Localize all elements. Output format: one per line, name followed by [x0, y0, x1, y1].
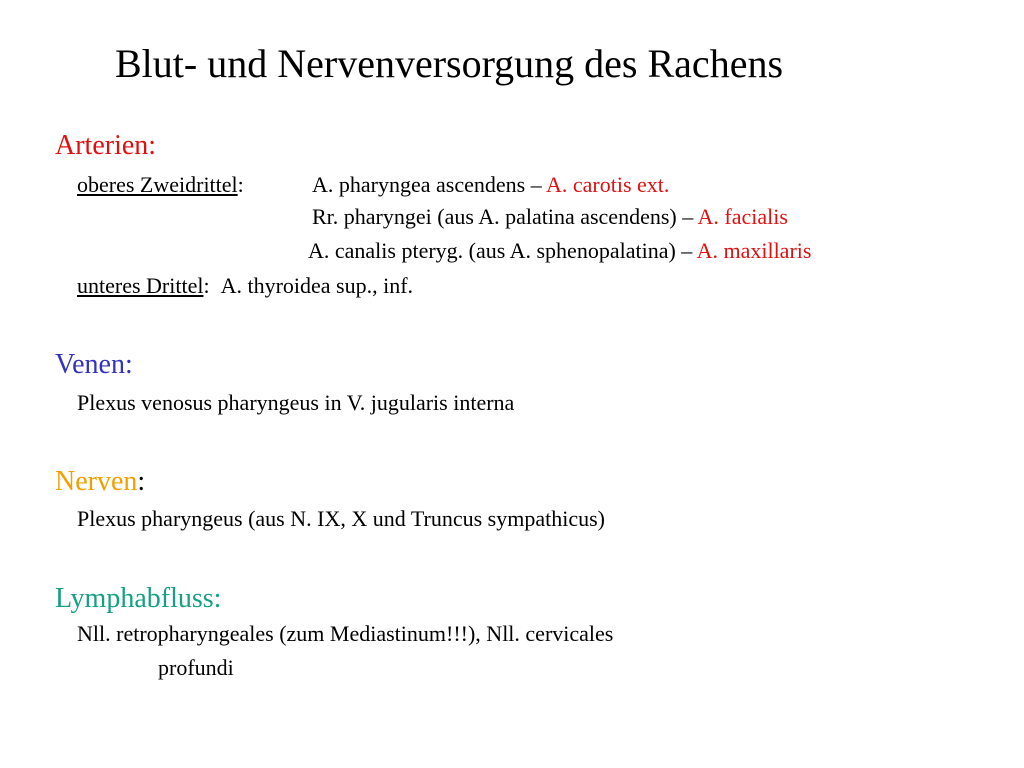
arterien-row-2-source: A. facialis	[697, 204, 788, 229]
arterien-row-3-vessel: A. canalis pteryg. (aus A. sphenopalatina) –	[308, 238, 697, 263]
lymph-text-line2: profundi	[158, 655, 234, 680]
arterien-row-1-source: A. carotis ext.	[545, 172, 670, 197]
nerven-text: Plexus pharyngeus (aus N. IX, X und Truncus sympathicus)	[77, 506, 605, 531]
arterien-upper-label-line	[77, 174, 244, 196]
arterien-upper-label: oberes Zweidrittel	[77, 172, 238, 197]
arterien-row-1	[312, 174, 669, 196]
arterien-row-1-vessel: A. pharyngea ascendens –	[312, 172, 546, 197]
venen-heading: Venen:	[55, 349, 133, 380]
arterien-lower-line	[77, 275, 413, 297]
nerven-heading: Nerven	[55, 466, 138, 497]
arterien-lower-colon: :	[203, 273, 210, 298]
nerven-heading-line	[55, 468, 145, 496]
arterien-row-3-source: A. maxillaris	[696, 238, 812, 263]
slide-title: Blut- und Nervenversorgung des Rachens	[115, 41, 784, 86]
arterien-lower-label: unteres Drittel	[77, 273, 204, 298]
arterien-row-2	[312, 206, 788, 228]
arterien-row-3	[308, 240, 811, 262]
nerven-colon: :	[137, 466, 146, 497]
lymph-heading: Lymphabfluss:	[55, 583, 222, 614]
arterien-lower-text: A. thyroidea sup., inf.	[220, 273, 414, 298]
arterien-upper-colon: :	[237, 172, 244, 197]
venen-text: Plexus venosus pharyngeus in V. jugularis interna	[77, 390, 515, 415]
arterien-heading: Arterien:	[55, 130, 157, 161]
lymph-text-line1: Nll. retropharyngeales (zum Mediastinum!!!), Nll. cervicales	[77, 621, 614, 646]
arterien-row-2-vessel: Rr. pharyngei (aus A. palatina ascendens) –	[312, 204, 698, 229]
